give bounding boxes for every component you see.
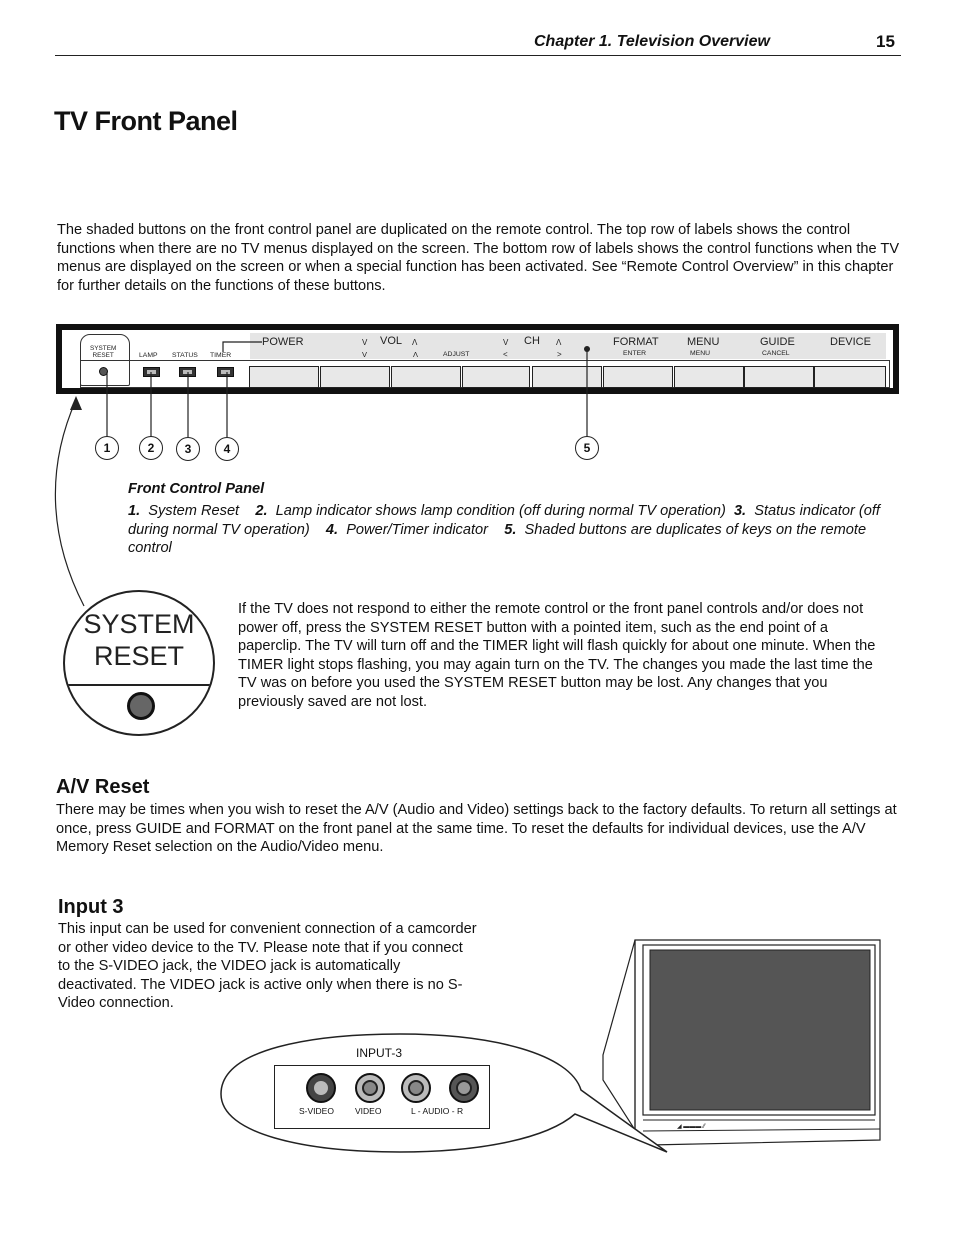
vol-up-mark: Λ xyxy=(412,338,418,347)
vol-down-mark: V xyxy=(362,338,368,347)
s-video-label: S-VIDEO xyxy=(299,1106,334,1116)
ch-up-mark: Λ xyxy=(556,338,562,347)
page-number: 15 xyxy=(876,32,895,51)
input3-paragraph: This input can be used for convenient connection of a camcorder or other video device to the TV. Please note that if you connect to the S-VIDEO jack, the VIDEO jack is automatically deactivated. The VIDEO jack is active only when there is no S-Video connection. xyxy=(58,921,477,1012)
menu-sub-label: MENU xyxy=(690,350,711,357)
callout-2: 2 xyxy=(139,436,163,460)
tv-screen xyxy=(650,950,870,1110)
lamp-label: LAMP xyxy=(139,352,158,359)
page-title: TV Front Panel xyxy=(54,106,238,136)
callout-5: 5 xyxy=(575,436,599,460)
audio-left-jack[interactable] xyxy=(401,1073,431,1103)
ch-down-mark: V xyxy=(503,338,509,347)
system-reset-label: SYSTEM RESET xyxy=(90,345,117,359)
callout-1: 1 xyxy=(95,436,119,460)
audio-label: L - AUDIO - R xyxy=(411,1106,464,1116)
menu-label: MENU xyxy=(687,336,720,348)
vol-down-label: V xyxy=(362,350,368,359)
intro-paragraph: The shaded buttons on the front control panel are duplicated on the remote control. The top row of labels shows the control functions when there are no TV menus displayed on the screen. The bottom row of labels shows the control functions when the TV menus are displayed on the screen or when a special function has been activated. See “Remote Control Overview” in this chapter for further details on the functions of these buttons. xyxy=(57,222,900,294)
input3-panel-title: INPUT-3 xyxy=(356,1046,403,1060)
power-label: POWER xyxy=(262,336,304,348)
ch-label: CH xyxy=(524,335,540,347)
enter-label: ENTER xyxy=(623,350,647,357)
input3-heading: Input 3 xyxy=(58,896,124,918)
adjust-label: ADJUST xyxy=(443,351,470,358)
callout-3: 3 xyxy=(176,437,200,461)
cancel-label: CANCEL xyxy=(762,350,790,357)
system-reset-paragraph: If the TV does not respond to either the remote control or the front panel controls and/or does not power off, press the SYSTEM RESET button with a pointed item, such as the end point of a paperclip. The TV will turn off and the TIMER light will flash quickly for about one minute. When the TIMER light stops flashing, you may again turn on the TV. The changes you made the last time the TV was on before you used the SYSTEM RESET button may be lost. Any changes that you previously saved are not lost. xyxy=(238,601,876,710)
tv-brand-mark: ◢ ▬▬▬ ⁄⁄ xyxy=(677,1124,705,1130)
zoom-divider xyxy=(65,684,213,686)
arrow-head xyxy=(70,396,82,410)
device-label: DEVICE xyxy=(830,336,871,348)
zoom-reset-button[interactable] xyxy=(127,692,155,720)
left-label: < xyxy=(503,350,508,359)
system-reset-zoom xyxy=(63,590,215,736)
status-label: STATUS xyxy=(172,352,198,359)
caption-text: 1. System Reset 2. Lamp indicator shows lamp condition (off during normal TV operation) 3. Status indicator (off during normal TV operation) 4. Power/Timer indicator 5. Shaded buttons are duplicates of keys on the remote control xyxy=(128,503,880,557)
av-reset-paragraph: There may be times when you wish to reset the A/V (Audio and Video) settings back to the factory defaults. To return all settings at once, press GUIDE and FORMAT on the front panel at the same time. To reset the defaults for individual devices, use the A/V Memory Reset selection on the Audio/Video menu. xyxy=(56,802,897,856)
input3-jack-panel xyxy=(274,1065,490,1129)
chapter-title: Chapter 1. Television Overview xyxy=(534,33,770,50)
format-label: FORMAT xyxy=(613,336,659,348)
video-jack[interactable] xyxy=(355,1073,385,1103)
vol-up-label: Λ xyxy=(413,350,419,359)
s-video-jack[interactable] xyxy=(306,1073,336,1103)
timer-label: TIMER xyxy=(210,352,232,359)
callout-4: 4 xyxy=(215,437,239,461)
zoom-label: SYSTEM RESET xyxy=(83,609,195,671)
audio-right-jack[interactable] xyxy=(449,1073,479,1103)
caption-title: Front Control Panel xyxy=(128,481,265,497)
vol-label: VOL xyxy=(380,335,403,347)
video-label: VIDEO xyxy=(355,1106,382,1116)
right-label: > xyxy=(557,350,562,359)
guide-label: GUIDE xyxy=(760,336,795,348)
av-reset-heading: A/V Reset xyxy=(56,776,150,798)
